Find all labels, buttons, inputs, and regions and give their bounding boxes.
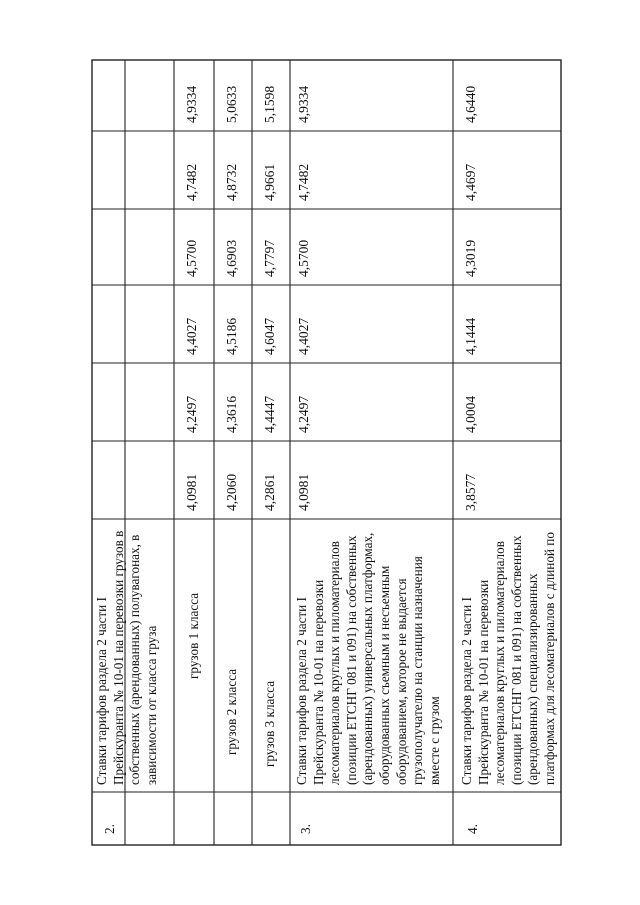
description-line: лесоматериалов круглых и пиломатериалов xyxy=(327,541,343,785)
value-cell xyxy=(290,363,453,441)
value-cell xyxy=(214,441,252,519)
description-line: (арендованных) специализированных xyxy=(525,573,541,785)
tariff-value: 4,8732 xyxy=(224,163,239,201)
tariff-value: 4,2497 xyxy=(296,395,311,433)
tariff-value: 4,5700 xyxy=(296,239,311,277)
value-cell xyxy=(214,60,252,131)
value-cell xyxy=(453,363,561,441)
tariff-value: 4,9661 xyxy=(262,163,277,201)
value-cell xyxy=(290,131,453,209)
value-cell xyxy=(252,441,290,519)
description-line: собственных (арендованных) полувагонах, в xyxy=(127,534,143,785)
description-line: (арендованных) универсальных платформах, xyxy=(360,532,376,785)
value-cell xyxy=(214,209,252,285)
description-line: грузов 2 класса xyxy=(224,668,239,755)
value-cell xyxy=(174,209,214,285)
tariff-value: 4,2861 xyxy=(262,473,277,511)
class-2-description-cell xyxy=(214,519,252,792)
tariff-value: 4,0981 xyxy=(184,473,199,511)
value-cell xyxy=(453,441,561,519)
value-cell xyxy=(290,60,453,131)
tariff-value: 4,6903 xyxy=(224,239,239,277)
description-line: зависимости от класса груза xyxy=(143,625,159,785)
value-cell xyxy=(174,131,214,209)
tariff-value: 4,7482 xyxy=(184,163,199,201)
row-2-description-cell xyxy=(94,519,174,792)
description-line: Прейскуранта № 10-01 на перевозки xyxy=(310,579,326,785)
tariff-value: 4,9334 xyxy=(296,85,311,123)
description-line: (позиции ЕТСНГ 081 и 091) на собственных xyxy=(343,535,359,785)
description-line: Прейскуранта № 10-01 на перевозки грузов в xyxy=(110,530,126,785)
tariff-value: 4,9334 xyxy=(184,85,199,123)
tariff-value: 4,3019 xyxy=(463,239,478,277)
value-cell xyxy=(252,209,290,285)
tariff-value: 4,2060 xyxy=(224,473,239,511)
description-line: грузов 3 класса xyxy=(262,680,277,767)
description-line: Ставки тарифов раздела 2 части I xyxy=(94,597,109,785)
row-3-number-cell xyxy=(290,792,453,845)
row-4-description-cell xyxy=(453,519,561,792)
value-cell xyxy=(453,285,561,363)
description-line: оборудованных съемным и несъемным xyxy=(376,565,392,785)
value-cell xyxy=(252,363,290,441)
row-4-number-cell xyxy=(453,792,561,845)
row-2-number-cell xyxy=(92,792,125,845)
tariff-value: 4,2497 xyxy=(184,395,199,433)
value-cell xyxy=(214,131,252,209)
tariff-value: 4,5700 xyxy=(184,239,199,277)
value-cell xyxy=(214,285,252,363)
value-cell xyxy=(453,209,561,285)
tariff-value: 4,4027 xyxy=(184,317,199,355)
description-line: Ставки тарифов раздела 2 части I xyxy=(459,597,474,785)
value-cell xyxy=(252,60,290,131)
description-line: Прейскуранта № 10-01 на перевозки xyxy=(475,579,491,785)
value-cell xyxy=(252,285,290,363)
class-1-description-cell xyxy=(174,519,214,792)
description-line: оборудованием, которое не выдается xyxy=(393,578,409,785)
row-number: 3. xyxy=(298,824,313,834)
tariff-value: 4,4447 xyxy=(262,395,277,433)
description-line: вместе с грузом xyxy=(426,696,442,785)
description-line: лесоматериалов круглых и пиломатериалов xyxy=(492,541,508,785)
tariff-value: 4,4697 xyxy=(463,163,478,201)
tariff-value: 4,7482 xyxy=(296,163,311,201)
tariff-value: 4,6047 xyxy=(262,317,277,355)
tariff-value: 4,4027 xyxy=(296,317,311,355)
value-cell xyxy=(453,131,561,209)
tariff-value: 5,1598 xyxy=(262,85,277,123)
tariff-value: 4,0981 xyxy=(296,473,311,511)
description-line: грузов 1 класса xyxy=(186,592,201,679)
row-number: 2. xyxy=(102,824,117,834)
tariff-value: 5,0633 xyxy=(224,85,239,123)
value-cell xyxy=(290,441,453,519)
value-cell xyxy=(290,285,453,363)
tariff-value: 4,5186 xyxy=(224,317,239,355)
value-cell xyxy=(174,60,214,131)
description-line: (позиции ЕТСНГ 081 и 091) на собственных xyxy=(508,535,524,785)
value-cell xyxy=(252,131,290,209)
tariff-value: 4,3616 xyxy=(224,395,239,433)
description-line: платформах для лесоматериалов с длиной по xyxy=(541,532,557,785)
tariff-value: 4,0004 xyxy=(463,395,478,433)
tariff-value: 3,8577 xyxy=(463,473,478,511)
value-cell xyxy=(290,209,453,285)
row-3-description-cell xyxy=(290,519,453,792)
value-cell xyxy=(453,60,561,131)
tariff-value: 4,6440 xyxy=(463,85,478,123)
value-cell xyxy=(174,285,214,363)
value-cell xyxy=(214,363,252,441)
tariff-value: 4,7797 xyxy=(262,239,277,277)
value-cell xyxy=(174,363,214,441)
value-cell xyxy=(174,441,214,519)
tariff-value: 4,1444 xyxy=(463,317,478,355)
description-line: Ставки тарифов раздела 2 части I xyxy=(294,597,309,785)
class-3-description-cell xyxy=(252,519,290,792)
row-number: 4. xyxy=(465,824,480,834)
description-line: грузополучателю на станции назначения xyxy=(410,556,426,785)
